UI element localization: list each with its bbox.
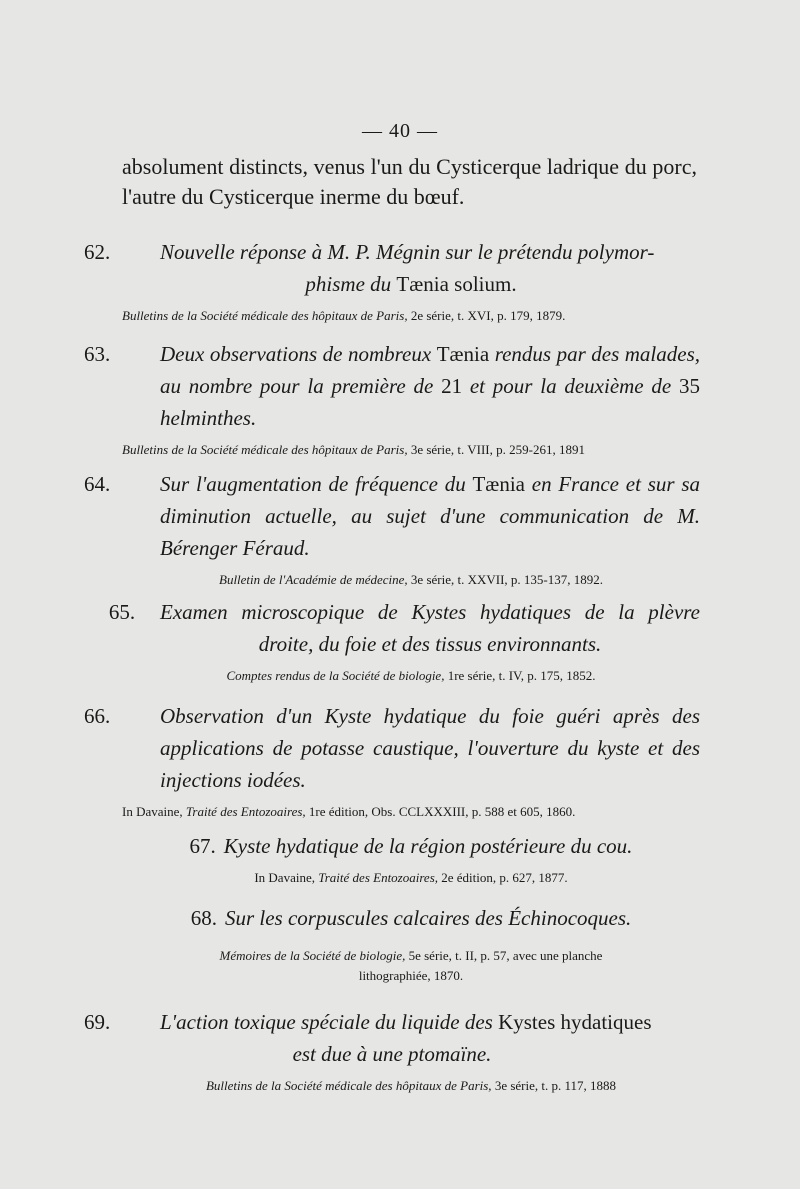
entry-reference: Bulletins de la Société médicale des hôpitaux de Paris, 3e série, t. p. 117, 1888: [205, 1078, 617, 1093]
entry-title: 68. Sur les corpuscules calcaires des Échinocoques.: [122, 902, 700, 934]
entry-number: 64.: [84, 472, 111, 496]
entry-title: 69. L'action toxique spéciale du liquide des Kystes hydatiques est due à une ptomaïne.: [122, 1006, 700, 1070]
entry-number: 62.: [84, 240, 111, 264]
entry-reference: In Davaine, Traité des Entozoaires, 2e édition, p. 627, 1877.: [254, 870, 568, 885]
page-number: — 40 —: [362, 120, 438, 142]
entry-68: [122, 902, 700, 986]
entry-reference: Comptes rendus de la Société de biologie, 1re série, t. IV, p. 175, 1852.: [226, 668, 596, 683]
entry-reference: In Davaine, Traité des Entozoaires, 1re édition, Obs. CCLXXXIII, p. 588 et 605, 1860.: [122, 804, 576, 819]
entry-title: 63. Deux observations de nombreux Tænia rendus par des malades, au nombre pour la première de 21 et pour la deuxième de 35 helminthes.: [122, 338, 700, 434]
entry-title: 64. Sur l'augmentation de fréquence du Tænia en France et sur sa diminution actuelle, au sujet d'une communication de M. Bérenger Féraud.: [122, 468, 700, 564]
entry-reference: Bulletin de l'Académie de médecine, 3e série, t. XXVII, p. 135-137, 1892.: [219, 572, 603, 587]
intro-paragraph: absolument distincts, venus l'un du Cysticerque ladrique du porc, l'autre du Cysticerque inerme du bœuf.: [122, 154, 697, 209]
entry-reference: Bulletins de la Société médicale des hôpitaux de Paris, 2e série, t. XVI, p. 179, 1879.: [122, 308, 566, 323]
entry-number: 65.: [108, 600, 136, 624]
entry-number: 69.: [84, 1010, 111, 1034]
entry-65: [108, 596, 700, 686]
entry-number: 67.: [189, 834, 216, 858]
entry-reference: Mémoires de la Société de biologie, 5e série, t. II, p. 57, avec une planche lithographiée, 1870.: [219, 948, 603, 983]
entry-title: 67. Kyste hydatique de la région postérieure du cou.: [122, 830, 700, 862]
entry-number: 66.: [84, 704, 111, 728]
entry-title: 66. Observation d'un Kyste hydatique du foie guéri après des applications de potasse caustique, l'ouverture du kyste et des injections iodées.: [122, 700, 700, 796]
entry-number: 68.: [190, 906, 217, 930]
entry-number: 63.: [84, 342, 111, 366]
entry-69: [84, 1006, 700, 1096]
entry-title: 62. Nouvelle réponse à M. P. Mégnin sur le prétendu polymor- phisme du Tænia solium.: [122, 236, 700, 300]
entry-66: [84, 700, 700, 822]
entry-63: [84, 338, 701, 460]
entry-64: [84, 468, 700, 590]
entry-reference: Bulletins de la Société médicale des hôpitaux de Paris, 3e série, t. VIII, p. 259-261, 1891: [122, 442, 585, 457]
entry-67: [122, 830, 700, 888]
entry-62: [84, 236, 700, 326]
entry-title: 65. Examen microscopique de Kystes hydatiques de la plèvre droite, du foie et des tissus environnants.: [122, 596, 700, 660]
